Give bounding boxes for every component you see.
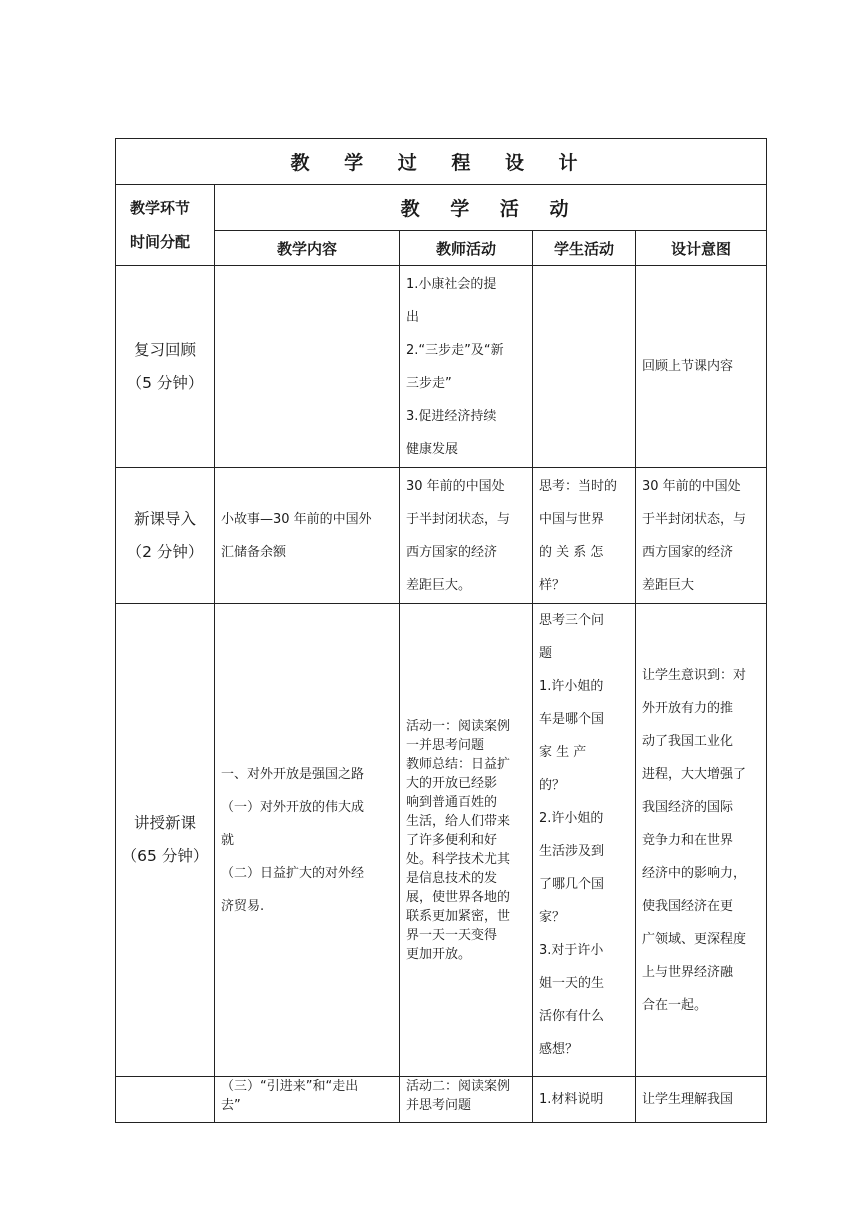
cell-line: 就 (221, 832, 235, 848)
cell-line: 出 (406, 309, 420, 325)
cell-line: 活动一：阅读案例 (406, 718, 511, 734)
stage-time: （65 分钟） (121, 847, 209, 865)
cell-line: 2.许小姐的 (539, 811, 604, 826)
teacher-cell (400, 1077, 533, 1123)
table-title: 教 学 过 程 设 计 (116, 139, 767, 185)
cell-line: 西方国家的经济 (642, 544, 734, 560)
intent-cell: 回顾上节课内容 (636, 266, 767, 468)
cell-line: 让学生意识到：对 (642, 667, 747, 683)
student-cell (533, 604, 636, 1077)
content-cell (215, 468, 400, 604)
cell-line: 感想？ (539, 1042, 579, 1057)
column-header-content: 教学内容 (215, 231, 400, 266)
cell-line: 小故事—30 年前的中国外 (221, 511, 372, 527)
student-cell (533, 266, 636, 468)
cell-line: 大的开放已经影 (406, 775, 498, 791)
cell-line: 进程，大大增强了 (642, 766, 747, 782)
cell-line: 1.许小姐的 (539, 679, 604, 694)
cell-line: 西方国家的经济 (406, 544, 498, 560)
cell-line: 姐一天的生 (539, 976, 605, 991)
cell-line: 竞争力和在世界 (642, 832, 734, 848)
column-header-teacher: 教师活动 (400, 231, 533, 266)
teaching-process-table (115, 138, 767, 1123)
cell-line: 思考三个问 (539, 613, 605, 628)
column-header-intent: 设计意图 (636, 231, 767, 266)
student-cell (533, 468, 636, 604)
cell-line: 2.“三步走”及“新 (406, 342, 504, 358)
content-cell (215, 1077, 400, 1123)
content-cell (215, 604, 400, 1077)
table-row (116, 468, 767, 604)
cell-line: 我国经济的国际 (642, 799, 734, 815)
cell-line: 样？ (539, 577, 566, 593)
cell-line: 的？ (539, 778, 566, 793)
cell-line: 于半封闭状态，与 (642, 511, 747, 527)
cell-line: 教师总结：日益扩 (406, 756, 511, 772)
intent-cell (636, 604, 767, 1077)
cell-line: 响到普通百姓的 (406, 794, 498, 810)
cell-line: 去” (221, 1098, 241, 1113)
cell-line: 使我国经济在更 (642, 898, 734, 914)
teacher-cell (400, 468, 533, 604)
cell-line: 外开放有力的推 (642, 700, 734, 716)
intent-cell (636, 468, 767, 604)
section-header-line: 教学环节 (130, 199, 191, 217)
cell-line: （一）对外开放的伟大成 (221, 799, 365, 815)
cell-line: 30 年前的中国处 (642, 478, 741, 494)
cell-line: 3.促进经济持续 (406, 408, 497, 424)
stage-name: 复习回顾 (133, 340, 196, 359)
cell-line: 一并思考问题 (406, 737, 485, 753)
stage-time: （2 分钟） (126, 542, 204, 561)
cell-line: 了哪几个国 (539, 877, 605, 892)
stage-cell (116, 1077, 215, 1123)
cell-line: 更加开放。 (406, 946, 472, 962)
cell-line: 经济中的影响力， (642, 865, 747, 881)
column-header-student: 学生活动 (533, 231, 636, 266)
cell-line: 的 关 系 怎 (539, 544, 604, 560)
activity-header: 教 学 活 动 (215, 185, 767, 231)
cell-line: 三步走” (406, 375, 452, 391)
cell-line: 题 (539, 646, 553, 661)
cell-line: 于半封闭状态，与 (406, 511, 511, 527)
stage-name: 讲授新课 (133, 814, 196, 832)
cell-line: 活动二：阅读案例 (406, 1079, 511, 1094)
cell-line: （二）日益扩大的对外经 (221, 865, 365, 881)
cell-line: 1.小康社会的提 (406, 276, 497, 292)
stage-time: （5 分钟） (126, 373, 204, 392)
cell-line: 1.材料说明 (539, 1092, 604, 1107)
cell-line: 汇储备余额 (221, 544, 287, 560)
cell-line: 处。科学技术尤其 (406, 851, 511, 867)
cell-line: 差距巨大 (642, 577, 695, 593)
stage-cell (116, 604, 215, 1077)
stage-cell (116, 468, 215, 604)
teacher-cell (400, 604, 533, 1077)
cell-line: 上与世界经济融 (642, 964, 734, 980)
stage-name: 新课导入 (133, 509, 196, 528)
stage-cell (116, 266, 215, 468)
time-header-line: 时间分配 (130, 233, 191, 251)
cell-line: 生活，给人们带来 (406, 813, 511, 829)
cell-line: 一、对外开放是强国之路 (221, 766, 365, 782)
cell-line: 30 年前的中国处 (406, 478, 505, 494)
table-row (116, 266, 767, 468)
cell-line: 广领域、更深程度 (642, 931, 747, 947)
cell-line: 联系更加紧密，世 (406, 908, 511, 924)
cell-line: 是信息技术的发 (406, 870, 498, 886)
cell-line: 并思考问题 (406, 1098, 472, 1113)
cell-line: 家？ (539, 910, 566, 925)
teacher-cell (400, 266, 533, 468)
student-cell (533, 1077, 636, 1123)
table-row (116, 1077, 767, 1123)
cell-line: 了许多便利和好 (406, 832, 498, 848)
cell-line: 差距巨大。 (406, 577, 472, 593)
content-cell (215, 266, 400, 468)
cell-line: 动了我国工业化 (642, 733, 734, 749)
cell-line: 济贸易. (221, 898, 265, 914)
section-time-header (116, 185, 215, 266)
cell-line: 中国与世界 (539, 511, 605, 527)
cell-line: 让学生理解我国 (642, 1092, 734, 1107)
cell-line: 3.对于许小 (539, 943, 604, 958)
cell-line: 合在一起。 (642, 997, 708, 1013)
cell-line: 界一天一天变得 (406, 927, 498, 943)
intent-cell (636, 1077, 767, 1123)
table-row (116, 604, 767, 1077)
cell-line: 生活涉及到 (539, 844, 605, 859)
cell-line: 思考：当时的 (539, 478, 618, 494)
cell-line: 活你有什么 (539, 1009, 605, 1024)
cell-line: （三）“引进来”和“走出 (221, 1079, 359, 1094)
cell-line: 家 生 产 (539, 745, 587, 760)
cell-line: 健康发展 (406, 441, 459, 457)
cell-line: 车是哪个国 (539, 712, 605, 727)
cell-line: 展，使世界各地的 (406, 889, 511, 905)
